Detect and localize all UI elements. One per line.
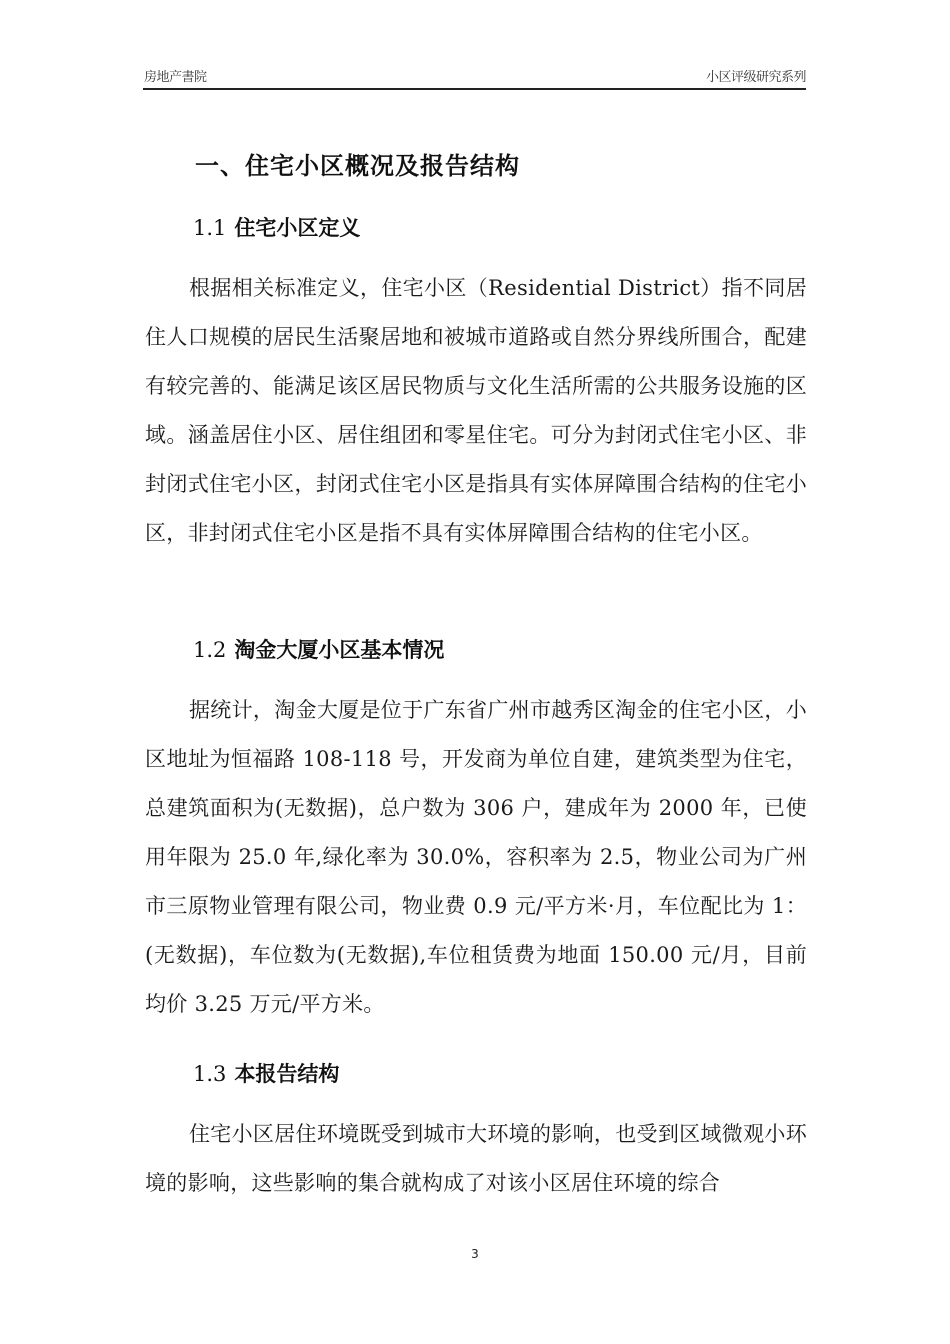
section-paragraph-1-3: 住宅小区居住环境既受到城市大环境的影响，也受到区域微观小环境的影响，这些影响的集合就构成了对该小区居住环境的综合 [145,1122,807,1195]
header-publisher: 房地产書院 [144,70,207,85]
section-title: 住宅小区定义 [234,216,361,240]
section-number: 1.1 [193,216,227,240]
section-heading-1-2 [193,634,444,664]
section-heading-1-1 [193,212,360,242]
section-number: 1.2 [193,638,227,662]
section-paragraph-1-2: 据统计，淘金大厦是位于广东省广州市越秀区淘金的住宅小区，小区地址为恒福路 108-118 号，开发商为单位自建，建筑类型为住宅，总建筑面积为(无数据)，总户数为 306 户，建成年为 2000 年，已使用年限为 25.0 年,绿化率为 30.0%，容积率为 2.5，物业公司为广州市三原物业管理有限公司，物业费 0.9 元/平方米·月，车位配比为 1：(无数据)，车位数为(无数据),车位租赁费为地面 150.00 元/月，目前均价 3.25 万元/平方米。 [145,698,807,1016]
page-number: 3 [471,1247,479,1261]
section-number: 1.3 [193,1062,227,1086]
page-header [143,66,806,90]
section-title: 本报告结构 [234,1062,340,1086]
section-paragraph-1-1: 根据相关标准定义，住宅小区（Residential District）指不同居住人口规模的居民生活聚居地和被城市道路或自然分界线所围合，配建有较完善的、能满足该区居民物质与文化生活所需的公共服务设施的区域。涵盖居住小区、居住组团和零星住宅。可分为封闭式住宅小区、非封闭式住宅小区，封闭式住宅小区是指具有实体屏障围合结构的住宅小区，非封闭式住宅小区是指不具有实体屏障围合结构的住宅小区。 [145,276,807,545]
header-series-title: 小区评级研究系列 [705,70,806,85]
chapter-title: 一、住宅小区概况及报告结构 [195,152,520,180]
section-heading-1-3 [193,1058,339,1088]
section-title: 淘金大厦小区基本情况 [234,638,445,662]
